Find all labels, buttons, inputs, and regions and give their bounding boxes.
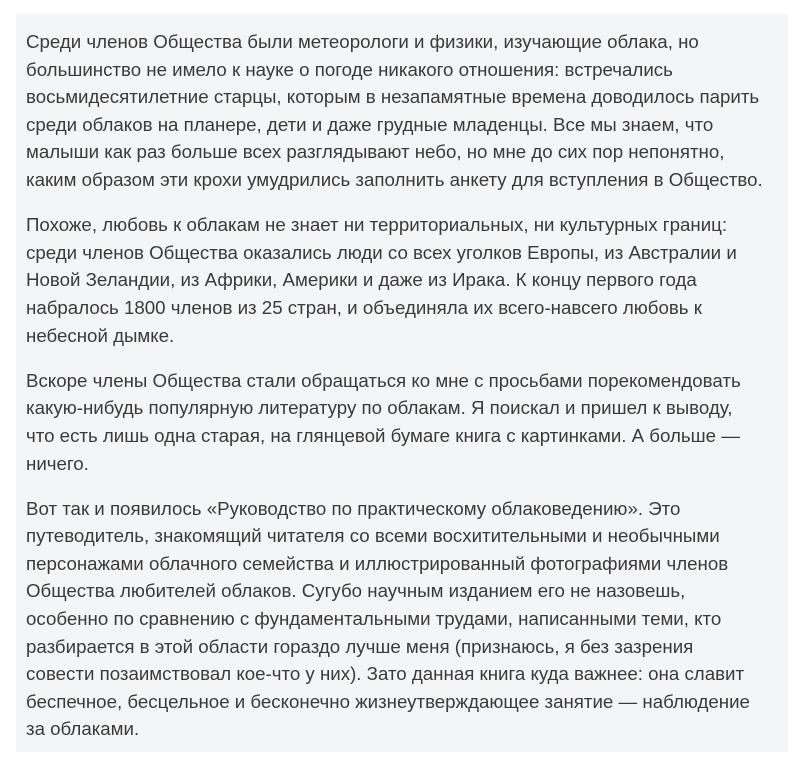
paragraph-line: Среди членов Общества были метеорологи и физики, изучающие облака, но — [26, 31, 699, 52]
paragraph-line: ничего. — [26, 452, 89, 474]
paragraph-line: разбирается в этой области гораздо лучше меня (признаюсь, я без зазрения — [26, 635, 694, 657]
paragraph-1 — [26, 28, 776, 194]
paragraph-line: набралось 1800 членов из 25 стран, и объединяла их всего-навсего любовь к — [26, 296, 702, 318]
paragraph-line: персонажами облачного семейства и иллюстрированный фотографиями членов — [26, 552, 729, 574]
paragraph-line: Похоже, любовь к облакам не знает ни территориальных, ни культурных границ: — [26, 214, 728, 236]
paragraph-line: какую-нибудь популярную литературу по облакам. Я поискал и пришел к выводу, — [26, 397, 733, 419]
paragraph-line: среди облаков на планере, дети и даже грудные младенцы. Все мы знаем, что — [26, 113, 714, 135]
paragraph-line: большинство не имело к науке о погоде никакого отношения: встречались — [26, 58, 673, 80]
paragraph-line: каким образом эти крохи умудрились заполнить анкету для вступления в Общество. — [26, 168, 763, 190]
paragraph-line: малыши как раз больше всех разглядывают небо, но мне до сих пор непонятно, — [26, 141, 725, 163]
paragraph-line: Общества любителей облаков. Сугубо научным изданием его не назовешь, — [26, 580, 686, 602]
article-text-block — [16, 14, 788, 752]
paragraph-3 — [26, 367, 776, 477]
paragraph-line: Вот так и появилось «Руководство по практическому облаковедению». Это — [26, 497, 681, 519]
paragraph-line: путеводитель, знакомящий читателя со всеми восхитительными и необычными — [26, 525, 720, 547]
paragraph-line: что есть лишь одна старая, на глянцевой бумаге книга с картинками. А больше — — [26, 424, 740, 446]
paragraph-line: небесной дымке. — [26, 324, 175, 346]
paragraph-line: особенно по сравнению с фундаментальными трудами, написанными теми, кто — [26, 608, 722, 630]
paragraph-4 — [26, 495, 776, 743]
paragraph-line: восьмидесятилетние старцы, которым в незапамятные времена доводилось парить — [26, 86, 760, 108]
paragraph-2 — [26, 211, 776, 349]
paragraph-line: среди членов Общества оказались люди со всех уголков Европы, из Австралии и — [26, 241, 737, 263]
paragraph-line: совести позаимствовал кое-что у них). Зато данная книга куда важнее: она славит — [26, 663, 745, 685]
paragraph-line: Новой Зеландии, из Африки, Америки и даже из Ирака. К концу первого года — [26, 269, 697, 291]
paragraph-line: беспечное, бесцельное и бесконечно жизнеутверждающее занятие — наблюдение — [26, 690, 750, 712]
paragraph-line: Вскоре члены Общества стали обращаться ко мне с просьбами порекомендовать — [26, 369, 741, 391]
paragraph-line: за облаками. — [26, 718, 140, 740]
